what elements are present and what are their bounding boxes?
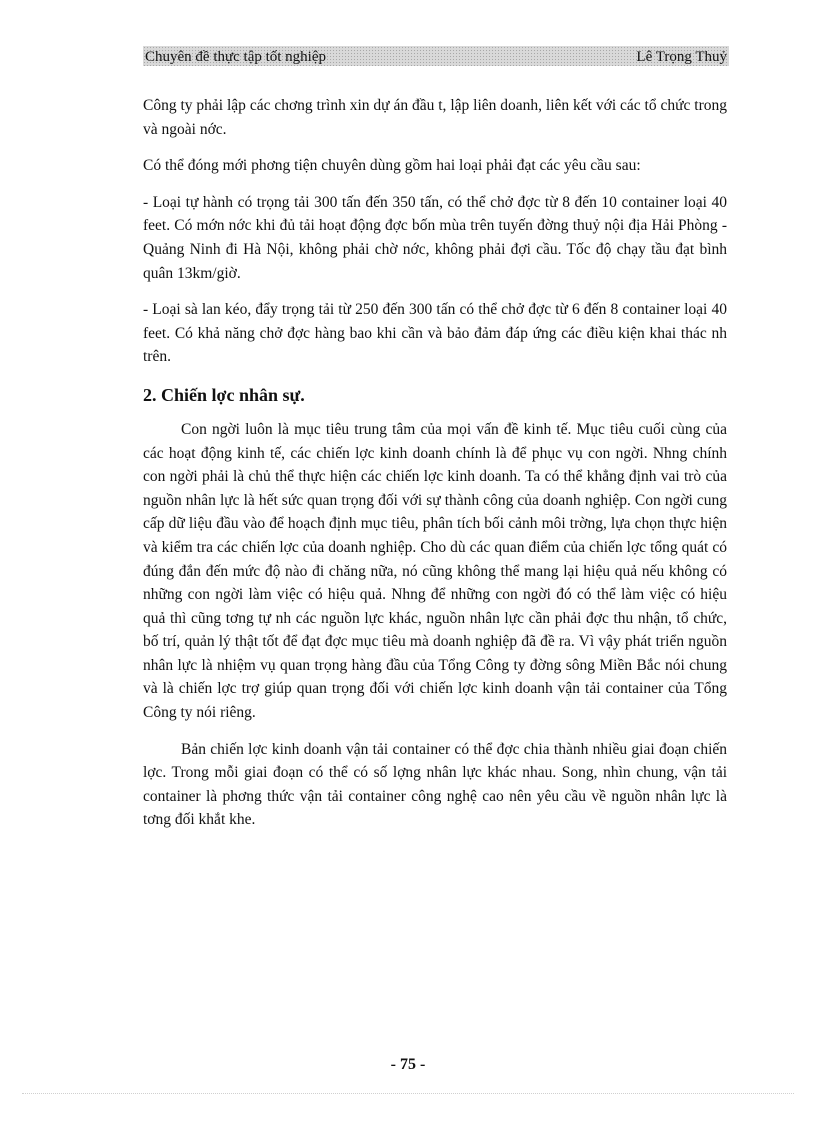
page-number: - 75 - bbox=[390, 1056, 426, 1073]
page-bottom-divider bbox=[22, 1093, 794, 1094]
paragraph-barge: - Loại sà lan kéo, đẩy trọng tải từ 250 đến 300 tấn có thể chở đợc từ 6 đến 8 container loại 40 feet. Có khả năng chở đợc hàng bao khi cần và bảo đảm đáp ứng các điều kiện khai thác nh trên. bbox=[143, 301, 727, 366]
section-heading: 2. Chiến lợc nhân sự. bbox=[143, 384, 305, 405]
paragraph-self-propelled: - Loại tự hành có trọng tải 300 tấn đến 350 tấn, có thể chở đợc từ 8 đến 10 container loại 40 feet. Có mớn nớc khi đủ tải hoạt động đợc bốn mùa trên tuyến đờng thuỷ nội địa Hải Phòng - Quảng Ninh đi Hà Nội, không phải chờ nớc, không phải đợi cầu. Tốc độ chạy tầu đạt bình quân 13km/giờ. bbox=[143, 193, 727, 282]
paragraph-human-resources: Con ngời luôn là mục tiêu trung tâm của mọi vấn đề kinh tế. Mục tiêu cuối cùng của các hoạt động kinh tế, các chiến lợc kinh doanh chính là để phục vụ con ngời. Nhng chính con ngời phải là chủ thể thực hiện các chiến lợc kinh doanh. Ta có thể khẳng định vai trò của nguồn nhân lực là hết sức quan trọng đối với sự thành công của doanh nghiệp. Con ngời cung cấp dữ liệu đầu vào để hoạch định mục tiêu, phân tích bối cảnh môi trờng, lựa chọn thực hiện và kiểm tra các chiến lợc của doanh nghiệp. Cho dù các quan điểm của chiến lợc tổng quát có đúng đắn đến mức độ nào đi chăng nữa, nó cũng không thể mang lại hiệu quả nếu không có những con ngời làm việc có hiệu quả. Nhng để những con ngời đó có thể làm việc có hiệu quả thì cũng tơng tự nh các nguồn lực khác, nguồn nhân lực cần phải đợc thu nhận, tổ chức, bố trí, quản lý thật tốt để đạt đợc mục tiêu mà doanh nghiệp đã đề ra. Vì vậy phát triển nguồn nhân lực là nhiệm vụ quan trọng hàng đầu của Tổng Công ty đờng sông Miền Bắc nói chung và là chiến lợc trợ giúp quan trọng đối với chiến lợc kinh doanh vận tải container của Tổng Công ty nói riêng. bbox=[143, 420, 727, 722]
page-body bbox=[143, 94, 727, 845]
page-header bbox=[143, 46, 729, 66]
paragraph-project-plan: Công ty phải lập các chơng trình xin dự án đầu t, lập liên doanh, liên kết với các tổ chức trong và ngoài nớc. bbox=[143, 97, 727, 138]
paragraph-vessel-types: Có thể đóng mới phơng tiện chuyên dùng gồm hai loại phải đạt các yêu cầu sau: bbox=[143, 157, 641, 175]
header-author: Lê Trọng Thuỷ bbox=[636, 49, 727, 65]
paragraph-strategy-phases: Bản chiến lợc kinh doanh vận tải container có thể đợc chia thành nhiều giai đoạn chiến lợc. Trong mỗi giai đoạn có thể có số lợng nhân lực khác nhau. Song, nhìn chung, vận tải container là phơng thức vận tải container công nghệ cao nên yêu cầu về nguồn nhân lực là tơng đối khắt khe. bbox=[143, 740, 727, 829]
header-title: Chuyên đề thực tập tốt nghiệp bbox=[145, 49, 327, 65]
